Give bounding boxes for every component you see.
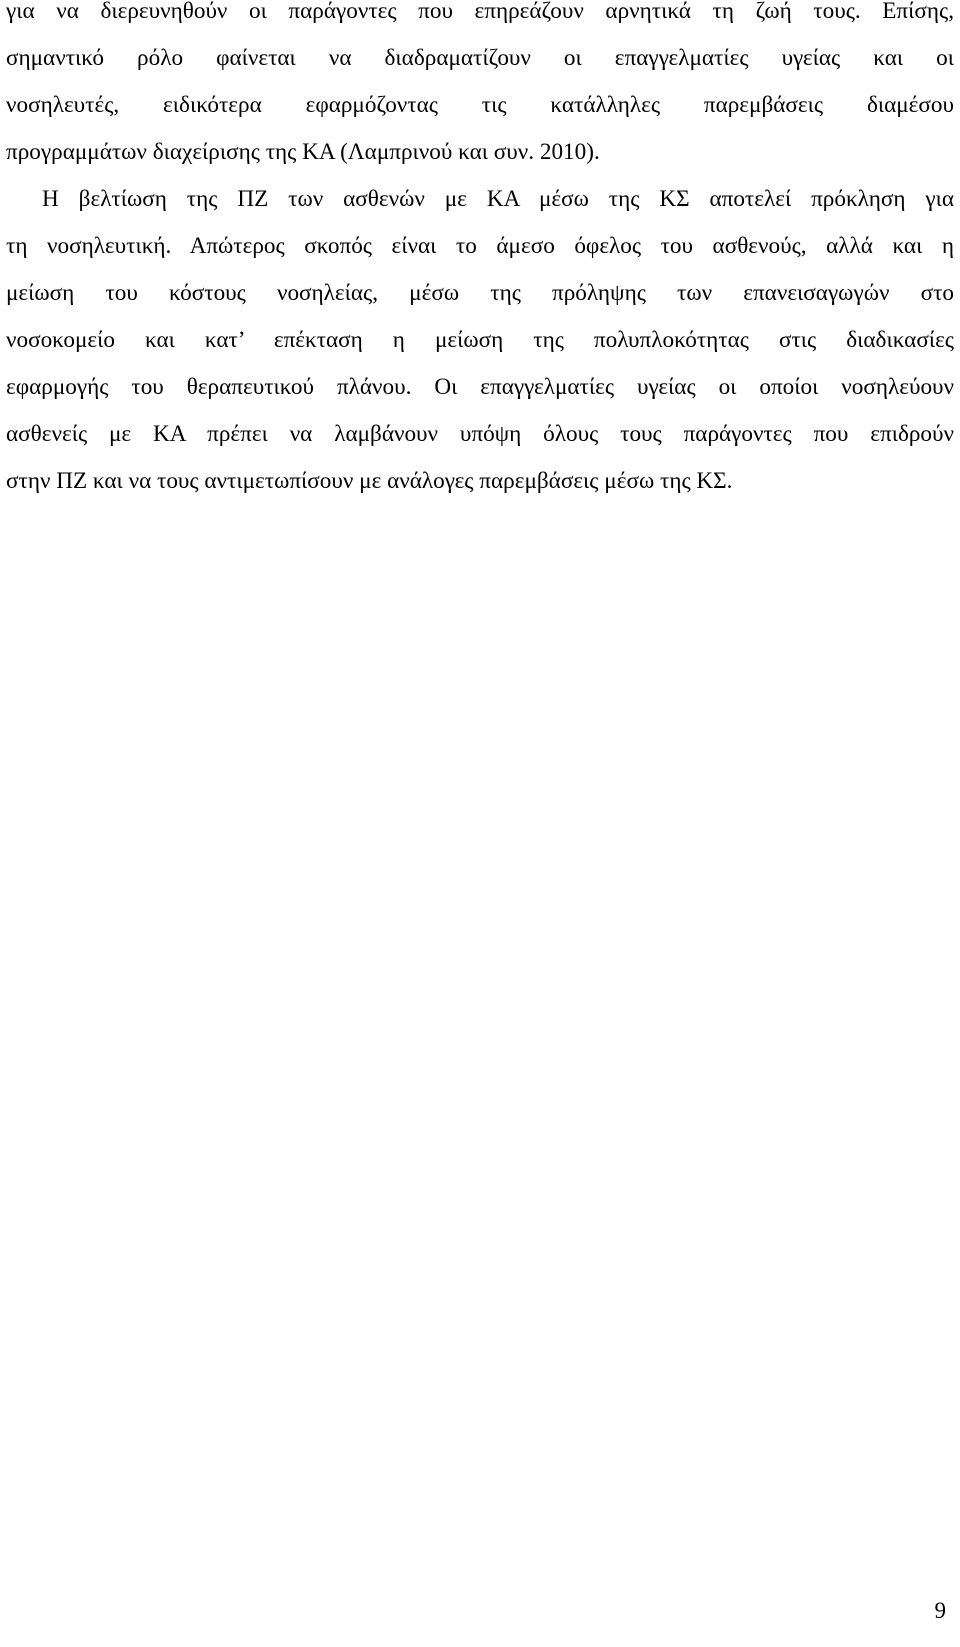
text-line-8: νοσοκομείο και κατ’ επέκταση η μείωση της πολυπλοκότητας στις διαδικασίες <box>6 327 954 353</box>
text-line-5: Η βελτίωση της ΠΖ των ασθενών με ΚΑ μέσω της ΚΣ αποτελεί πρόκληση για <box>42 186 954 212</box>
body-text <box>6 0 954 505</box>
page-number: 9 <box>934 1598 946 1623</box>
text-line-10: ασθενείς με ΚΑ πρέπει να λαμβάνουν υπόψη όλους τους παράγοντες που επιδρούν <box>6 421 954 447</box>
text-line-1: για να διερευνηθούν οι παράγοντες που επηρεάζουν αρνητικά τη ζωή τους. Επίσης, <box>6 0 954 24</box>
text-line-11: στην ΠΖ και να τους αντιμετωπίσουν με ανάλογες παρεμβάσεις μέσω της ΚΣ. <box>6 468 733 494</box>
text-line-6: τη νοσηλευτική. Απώτερος σκοπός είναι το άμεσο όφελος του ασθενούς, αλλά και η <box>6 233 954 259</box>
text-line-3: νοσηλευτές, ειδικότερα εφαρμόζοντας τις κατάλληλες παρεμβάσεις διαμέσου <box>6 92 954 118</box>
text-line-2: σημαντικό ρόλο φαίνεται να διαδραματίζουν οι επαγγελματίες υγείας και οι <box>6 45 954 71</box>
text-line-7: μείωση του κόστους νοσηλείας, μέσω της πρόληψης των επανεισαγωγών στο <box>6 280 954 306</box>
text-line-9: εφαρμογής του θεραπευτικού πλάνου. Οι επαγγελματίες υγείας οι οποίοι νοσηλεύουν <box>6 374 954 400</box>
text-line-4: προγραμμάτων διαχείρισης της ΚΑ (Λαμπρινού και συν. 2010). <box>6 139 600 165</box>
